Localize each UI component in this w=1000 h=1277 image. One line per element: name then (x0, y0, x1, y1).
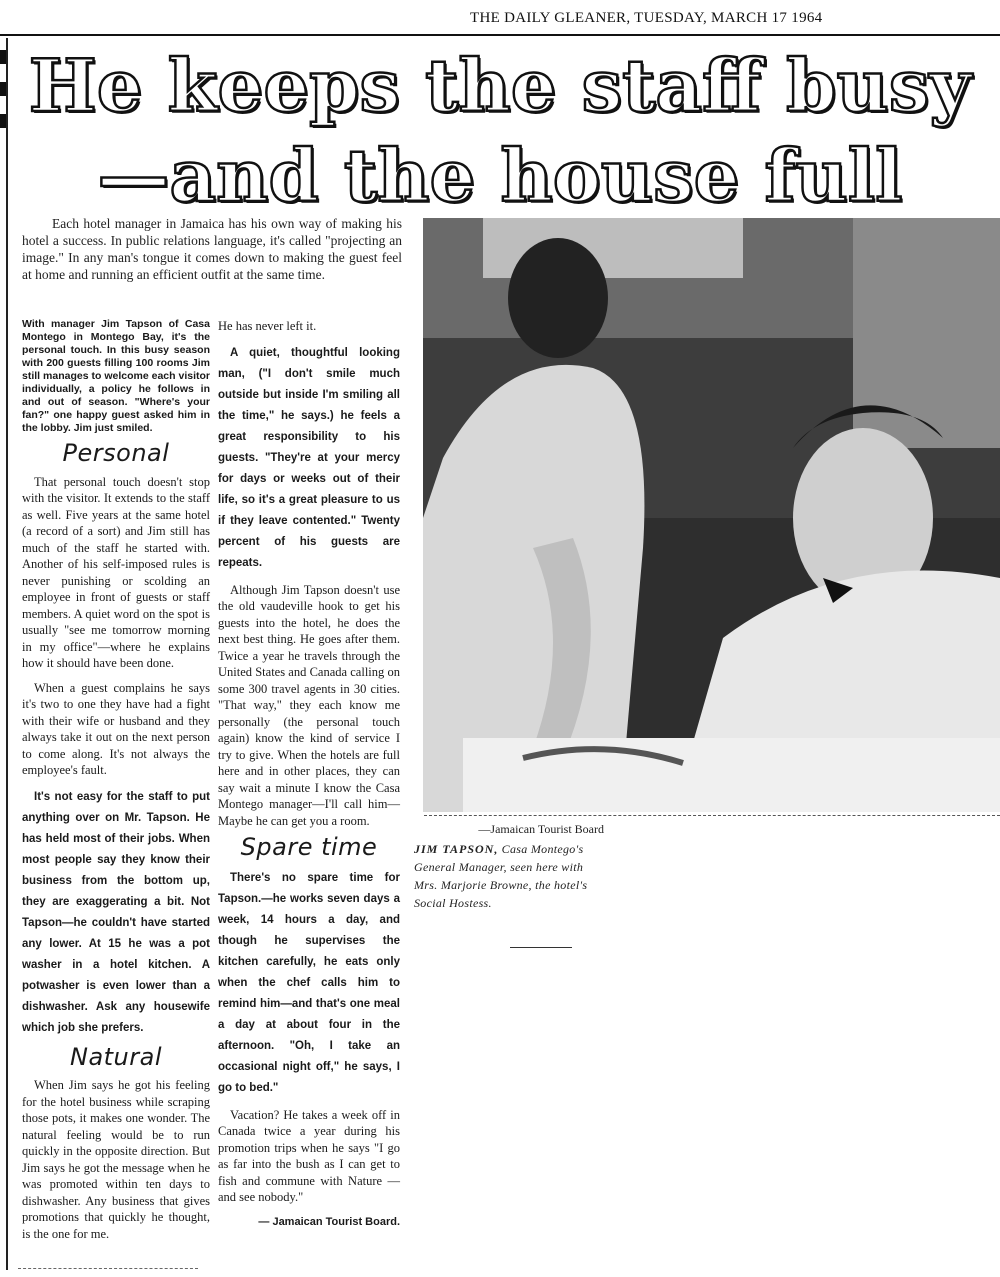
subhead-personal: Personal (62, 439, 170, 467)
paragraph: That personal touch doesn't stop with the visitor. It extends to the staff as well. Five years at the same hotel (a record of a sort) and Jim still has much of the staff he started with. Another of his self-imposed rules is never punishing or scolding an employee in front of guests or staff members. A quiet word on the spot is usually "see me tomorrow morning in my office"—where he explains how it should have been done. (22, 474, 210, 670)
article-column-1 (22, 318, 210, 1250)
photo-bottom-rule (424, 815, 1000, 817)
intro-paragraph (22, 215, 402, 283)
paragraph-bold: There's no spare time for Tapson.—he works seven days a week, 14 hours a day, and though he supervises the kitchen carefully, he eats only when the chef calls him to remind him—and that's one meal a day at about four in the afternoon. "Oh, I take an occasional night off," he says, I go to bed." (218, 871, 400, 1094)
intro-text: Each hotel manager in Jamaica has his own way of making his hotel a success. In public relations language, it's called "projecting an image." In any man's tongue it comes down to making the guest feel at home and running an efficient outfit at the same time. (22, 216, 402, 282)
caption-body (414, 840, 604, 912)
caption-text: Casa Montego's General Manager, seen here with Mrs. Marjorie Browne, the hotel's Social Hostess. (414, 842, 588, 910)
paragraph-bold: It's not easy for the staff to put anything over on Mr. Tapson. He has held most of their jobs. When most people say they know their business from the bottom up, they are exaggerating a bit. Not Tapson—he couldn't have started any lower. At 15 he was a pot washer in a hotel kitchen. A potwasher is even lower than a dishwasher. Ask any housewife which job she prefers. (22, 790, 210, 1034)
subhead-spare-time: Spare time (240, 833, 378, 861)
subhead-natural: Natural (69, 1042, 163, 1071)
article-column-2 (218, 318, 400, 1230)
paragraph: He has never left it. (218, 319, 317, 333)
left-edge-marks (0, 50, 8, 150)
photo-illustration (423, 218, 1000, 812)
photo-caption (414, 820, 604, 912)
article-credit: — Jamaican Tourist Board. (258, 1215, 400, 1228)
paragraph: Vacation? He takes a week off in Canada twice a year during his promotion trips when he says "I go as far into the bush as I can get to fish and commune with Nature —and see nobody." (218, 1107, 400, 1204)
bottom-rule (18, 1268, 198, 1270)
caption-credit: —Jamaican Tourist Board (478, 822, 604, 836)
headline-line-1: He keeps the staff busy (28, 43, 972, 128)
paragraph: Although Jim Tapson doesn't use the old vaudeville hook to get his guests into the hotel, he does the next best thing. He goes after them. Twice a year he travels through the United States and Canada calling on some 300 travel agents in 30 cities. "That way," they each know me personally (the personal touch again) know the kind of service I try to give. When the hotels are full here and in other places, they can say wait a minute I know the Casa Montego manager—I'll call him—Maybe he can get you a room. (218, 582, 400, 828)
headline-line-2: —and the house full (97, 133, 903, 218)
caption-rule (510, 947, 572, 948)
top-rule (0, 34, 1000, 36)
left-column-rule (6, 38, 8, 1270)
photo-manager-and-hostess (423, 218, 1000, 812)
lead-paragraph: With manager Jim Tapson of Casa Montego in Montego Bay, it's the personal touch. In this busy season with 200 guests filling 100 rooms Jim still manages to welcome each visitor individually, a policy he follows in and out of season. "Where's your fan?" one happy guest asked him in the lobby. Jim just smiled. (22, 318, 210, 434)
paragraph: When a guest complains he says it's two to one they have had a fight with their wife or husband and they always take it out on the next person to come along. It's not always the employee's fault. (22, 680, 210, 777)
caption-name: JIM TAPSON, (414, 842, 499, 856)
masthead: THE DAILY GLEANER, TUESDAY, MARCH 17 1964 (470, 10, 823, 26)
paragraph-bold: A quiet, thoughtful looking man, ("I don't smile much outside but inside I'm smiling all the time," he says.) he feels a great responsibility to his guests. "They're at your mercy for days or weeks out of their life, so it's a great pleasure to us if they leave contented." Twenty percent of his guests are repeats. (218, 346, 400, 569)
paragraph: When Jim says he got his feeling for the hotel business while scraping those pots, it makes one wonder. The natural feeling would be to run quickly in the opposite direction. But Jim says he got the message when he was promoted within ten days to dishwasher. Any business that gives promotions that quickly he thought, is the one for me. (22, 1078, 210, 1241)
